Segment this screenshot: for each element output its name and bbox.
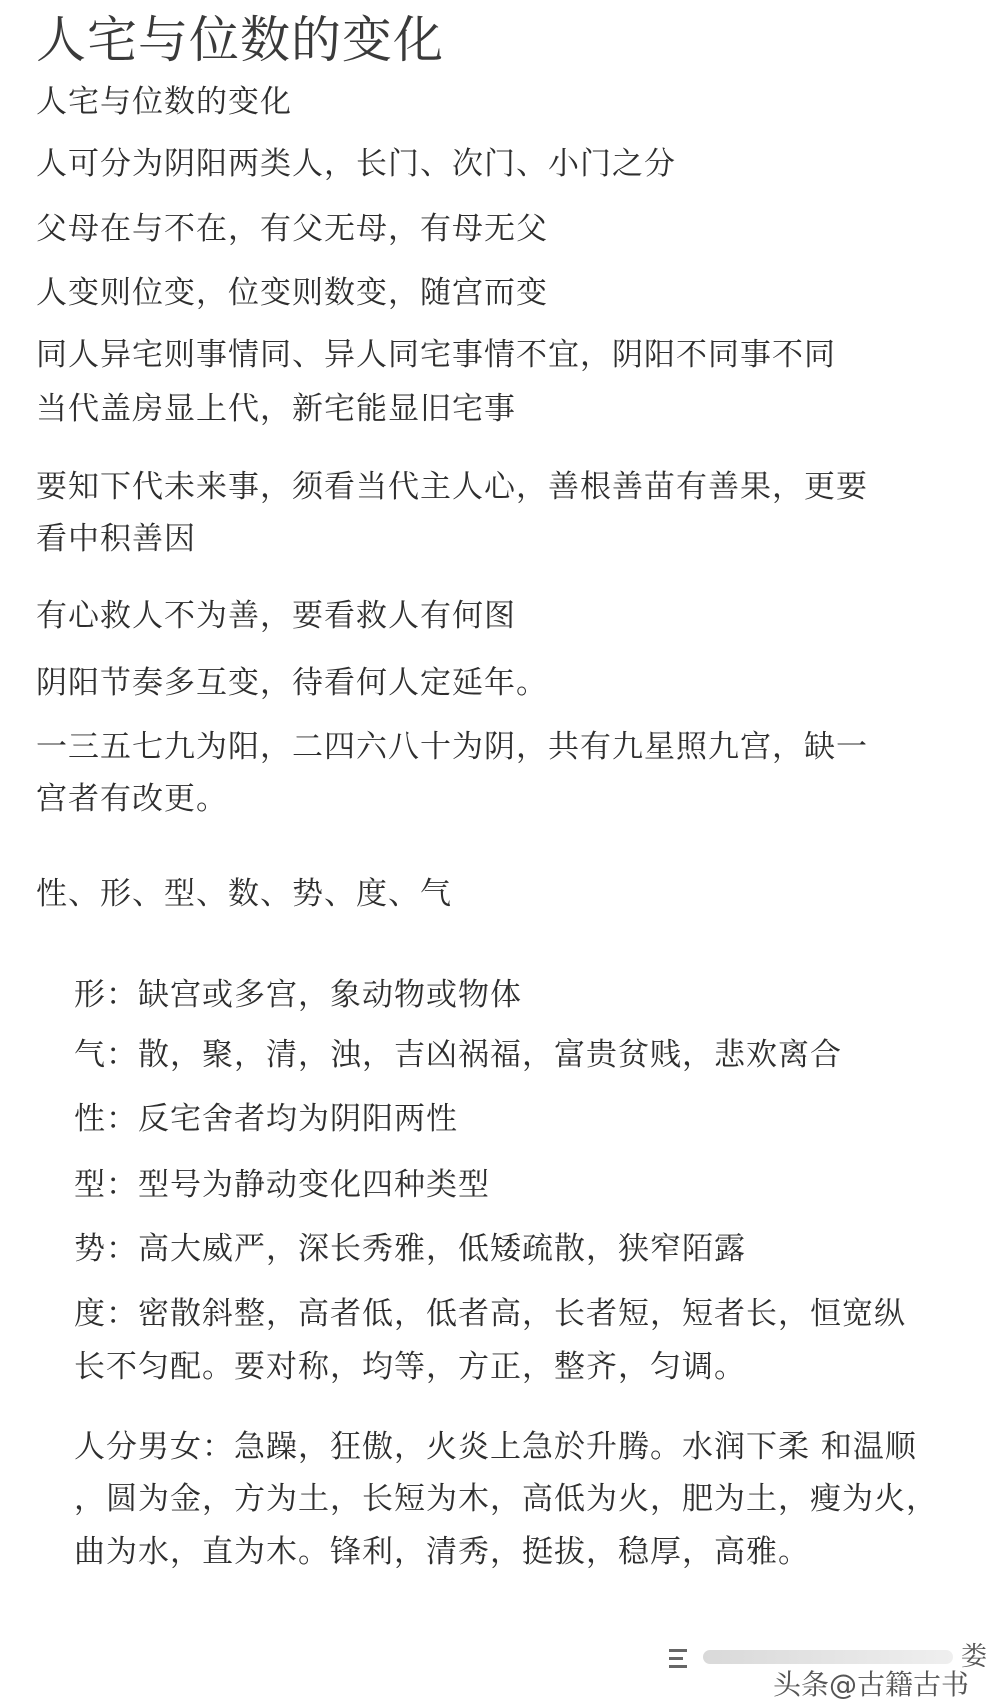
text-line: 曲为水，直为木。锋利，清秀，挺拔，稳厚，高雅。 <box>74 1534 810 1570</box>
watermark-right-char: 娄 <box>961 1642 988 1672</box>
text-line: 一三五七九为阳，二四六八十为阴，共有九星照九宫，缺一 <box>36 729 868 765</box>
text-line: 看中积善因 <box>36 521 196 557</box>
text-line: 性：反宅舍者均为阴阳两性 <box>74 1101 458 1137</box>
text-line: 型：型号为静动变化四种类型 <box>74 1167 490 1203</box>
text-line: 阴阳节奏多互变，待看何人定延年。 <box>36 665 548 701</box>
text-line: 有心救人不为善，要看救人有何图 <box>36 598 516 634</box>
menu-icon <box>669 1648 695 1670</box>
text-line: 度：密散斜整，高者低，低者高，长者短，短者长，恒宽纵 <box>74 1296 906 1332</box>
watermark <box>665 1640 1002 1699</box>
text-line: 人分男女：急躁，狂傲，火炎上急於升腾。水润下柔 和温顺 <box>74 1429 917 1465</box>
text-line: 同人异宅则事情同、异人同宅事情不宜，阴阳不同事不同 <box>36 337 836 373</box>
text-line: 势：高大威严，深长秀雅，低矮疏散，狭窄陌露 <box>74 1231 746 1267</box>
text-line: 要知下代未来事，须看当代主人心，善根善苗有善果，更要 <box>36 469 868 505</box>
text-line: ，圆为金，方为土，长短为木，高低为火，肥为土，瘦为火， <box>74 1481 938 1517</box>
text-line: 人变则位变，位变则数变，随宫而变 <box>36 275 548 311</box>
section-heading: 性、形、型、数、势、度、气 <box>36 876 452 912</box>
text-line: 人宅与位数的变化 <box>36 84 292 120</box>
text-line: 气：散，聚，清，浊，吉凶祸福，富贵贫贱，悲欢离合 <box>74 1037 842 1073</box>
watermark-text: 头条@古籍古书 <box>773 1668 970 1699</box>
watermark-bar <box>703 1650 953 1664</box>
text-line: 形：缺宫或多宫，象动物或物体 <box>74 977 522 1013</box>
text-line: 当代盖房显上代，新宅能显旧宅事 <box>36 391 516 427</box>
page-title: 人宅与位数的变化 <box>36 11 444 69</box>
text-line: 父母在与不在，有父无母，有母无父 <box>36 211 548 247</box>
text-line: 长不匀配。要对称，均等，方正，整齐，匀调。 <box>74 1349 746 1385</box>
text-line: 人可分为阴阳两类人，长门、次门、小门之分 <box>36 146 676 182</box>
text-line: 宫者有改更。 <box>36 781 228 817</box>
